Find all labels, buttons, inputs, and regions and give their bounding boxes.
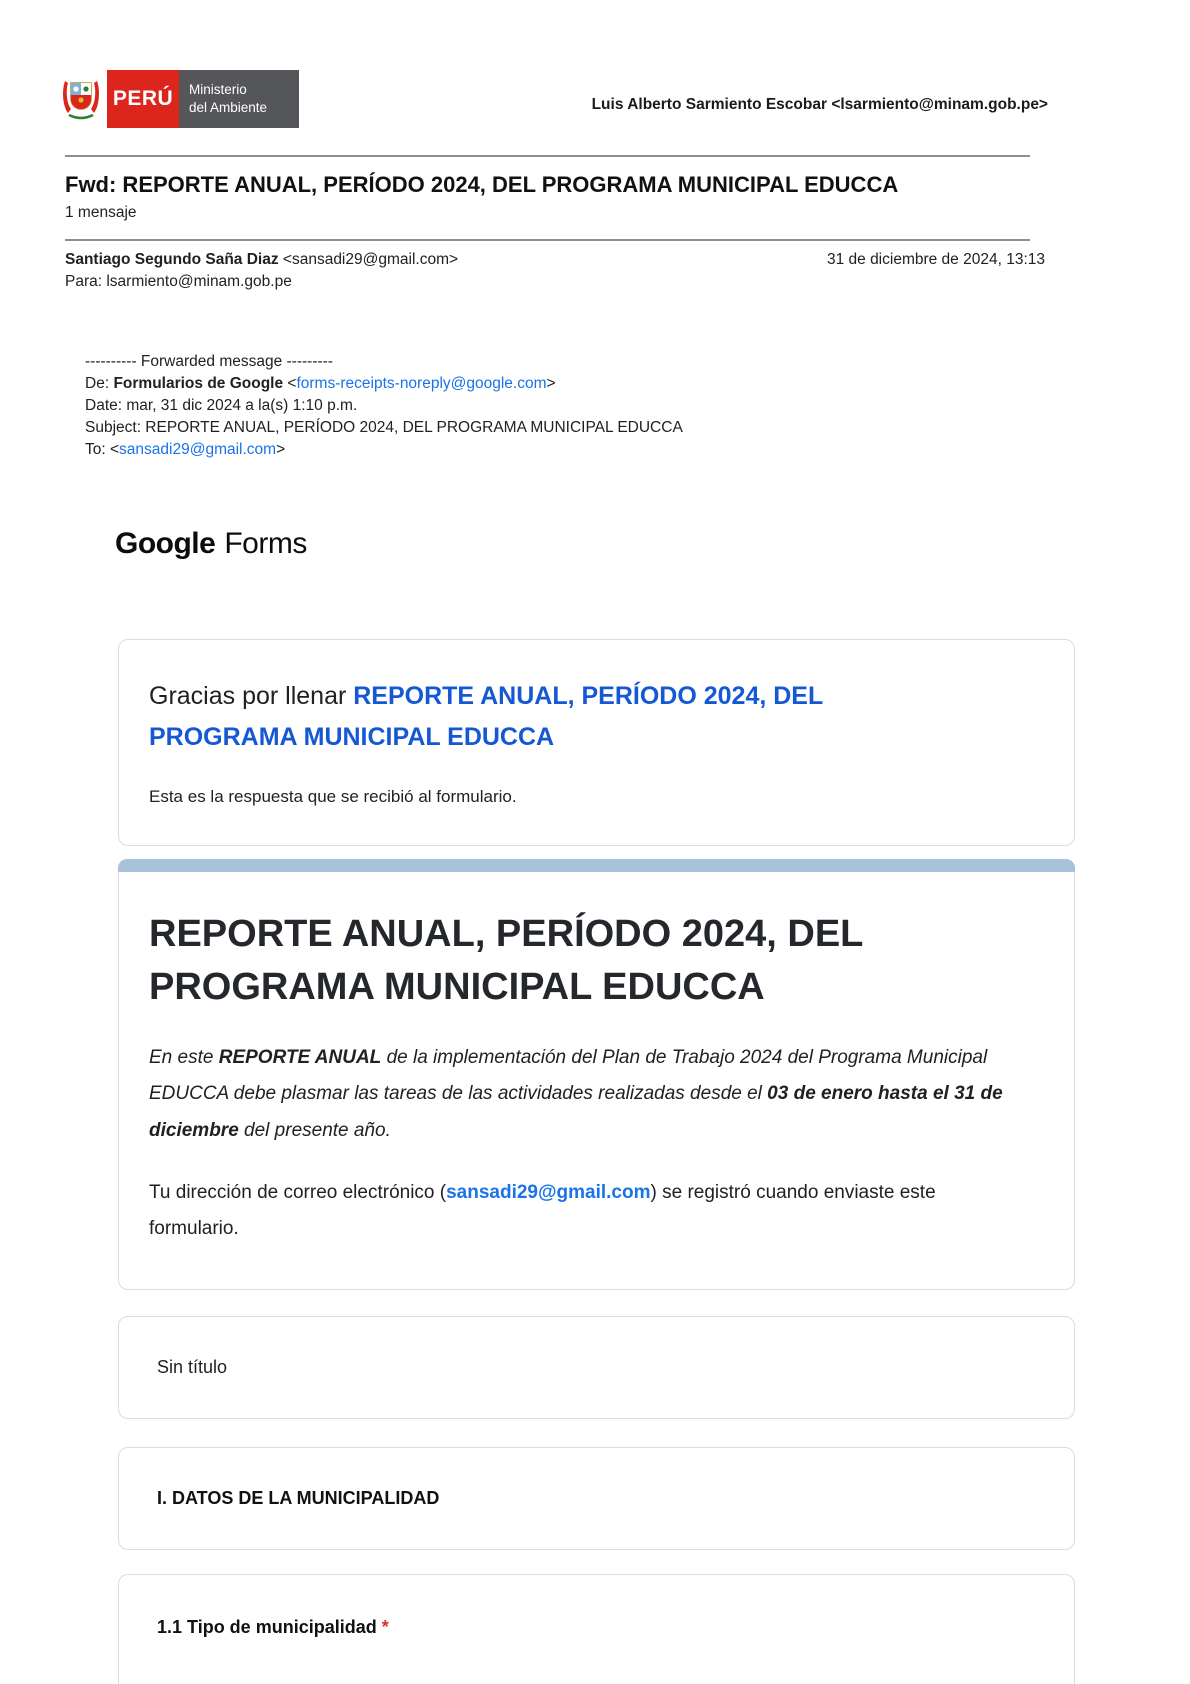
sender-info <box>65 251 458 269</box>
peru-wordmark <box>107 70 179 128</box>
forwarded-to-label: To: < <box>85 441 120 458</box>
section-1-card <box>118 1447 1075 1550</box>
email-date: 31 de diciembre de 2024, 13:13 <box>826 251 1045 268</box>
untitled-section-card <box>118 1316 1075 1419</box>
form-desc-bold1: REPORTE ANUAL <box>218 1047 382 1069</box>
ministry-name <box>179 70 299 128</box>
form-desc-part3: del presente año. <box>238 1119 391 1141</box>
sender-name: Santiago Segundo Saña Diaz <box>65 251 279 268</box>
forwarded-from-line <box>85 373 1190 395</box>
page-header <box>0 0 1190 128</box>
forwarded-to-email-link[interactable]: sansadi29@gmail.com <box>119 441 277 458</box>
forwarded-divider: ---------- Forwarded message --------- <box>85 353 333 370</box>
forwarded-from-name: Formularios de Google <box>113 375 284 392</box>
sender-row <box>65 251 1045 269</box>
forwarded-subject-line: Subject: REPORTE ANUAL, PERÍODO 2024, DEL PROGRAMA MUNICIPAL EDUCCA <box>85 419 683 436</box>
question-1-1-label: 1.1 Tipo de municipalidad <box>157 1616 382 1637</box>
forwarded-date-line: Date: mar, 31 dic 2024 a la(s) 1:10 p.m. <box>85 397 358 414</box>
sender-address: <sansadi29@gmail.com> <box>278 251 459 268</box>
forwarded-from-email-link[interactable]: forms-receipts-noreply@google.com <box>296 375 547 392</box>
section-1-title: I. DATOS DE LA MUNICIPALIDAD <box>157 1487 440 1508</box>
email-subject: Fwd: REPORTE ANUAL, PERÍODO 2024, DEL PROGRAMA MUNICIPAL EDUCCA <box>65 172 899 197</box>
form-desc-bold2: 03 de enero hasta el 31 de diciembre <box>149 1083 1003 1141</box>
minam-logo <box>55 70 299 128</box>
form-title-link[interactable]: REPORTE ANUAL, PERÍODO 2024, DEL PROGRAMA MUNICIPAL EDUCCA <box>149 682 823 751</box>
forwarded-to-gt: > <box>276 441 286 458</box>
registered-email-part2: ) se registró cuando enviaste este formulario. <box>149 1181 936 1239</box>
forwarded-to-line <box>85 439 1190 461</box>
message-count: 1 mensaje <box>65 204 137 221</box>
form-title: REPORTE ANUAL, PERÍODO 2024, DEL PROGRAMA MUNICIPAL EDUCCA <box>149 913 863 1009</box>
form-card-body <box>119 872 1074 1289</box>
divider-top <box>65 155 1030 157</box>
thanks-prefix: Gracias por llenar <box>149 682 354 710</box>
registered-email-line <box>149 1175 1029 1247</box>
peru-coat-of-arms-icon <box>55 70 107 128</box>
form-response-cards <box>118 639 1075 1684</box>
divider-subject <box>65 239 1030 241</box>
peru-wordmark-text: PERÚ <box>112 87 174 110</box>
account-email: Luis Alberto Sarmiento Escobar <lsarmiento@minam.gob.pe> <box>591 96 1048 113</box>
ministry-name-line1: Ministerio <box>189 82 247 98</box>
form-desc-part2: de la implementación del Plan de Trabajo 2024 del Programa Municipal EDUCCA debe plasmar las tareas de las actividades realizadas desde el <box>149 1047 988 1105</box>
form-description <box>149 1040 1029 1148</box>
forwarded-message-block <box>85 351 1190 461</box>
thanks-card <box>118 639 1075 846</box>
registered-email-part1: Tu dirección de correo electrónico ( <box>149 1181 447 1203</box>
google-wordmark: Google <box>115 527 216 560</box>
email-to-line: Para: lsarmiento@minam.gob.pe <box>65 273 292 290</box>
forms-wordmark: Forms <box>224 527 307 560</box>
thanks-subtitle: Esta es la respuesta que se recibió al formulario. <box>149 787 517 806</box>
forwarded-from-label: De: <box>85 375 114 392</box>
google-forms-logo <box>115 527 1190 561</box>
form-desc-part1: En este <box>149 1047 219 1069</box>
form-response-card <box>118 859 1075 1290</box>
forwarded-from-gt: > <box>546 375 556 392</box>
ministry-name-line2: del Ambiente <box>189 100 268 115</box>
required-asterisk: * <box>381 1616 389 1637</box>
card-accent-strip <box>118 859 1075 872</box>
forwarded-from-lt: < <box>283 375 297 392</box>
thanks-message <box>149 676 959 757</box>
untitled-section-label: Sin título <box>157 1356 228 1377</box>
question-1-1-card <box>118 1574 1075 1684</box>
respondent-email-link[interactable]: sansadi29@gmail.com <box>446 1181 651 1203</box>
